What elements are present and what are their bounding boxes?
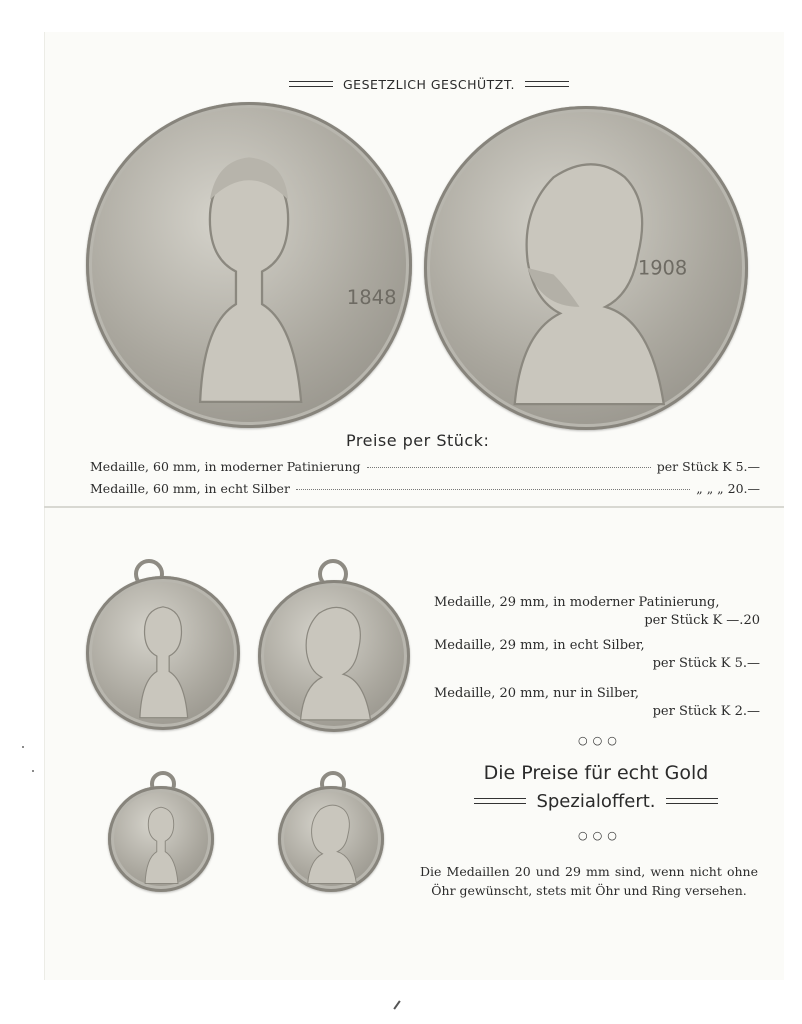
offer-item (434, 637, 760, 673)
special-rule-right (666, 798, 718, 804)
medal-20mm-old (278, 786, 384, 892)
old-portrait-relief (424, 106, 748, 430)
price-row (90, 459, 760, 475)
fold-line (44, 506, 784, 508)
ornament-divider: ○○○ (578, 829, 622, 842)
ornament-divider: ○○○ (578, 734, 622, 747)
special-offer-text: Spezialoffert. (536, 790, 656, 812)
svg-text:1848: 1848 (346, 286, 397, 310)
offer-item (434, 685, 760, 721)
medal-29mm-young (86, 576, 240, 730)
medal-large-young (86, 102, 412, 428)
young-portrait-relief (86, 576, 240, 730)
offer-price: per Stück K 2.— (652, 704, 760, 719)
offer-description: Medaille, 29 mm, in moderner Patinierung, (434, 595, 720, 610)
speck (22, 746, 24, 748)
medal-29mm-old (258, 580, 410, 732)
header-rule-left (289, 81, 333, 87)
young-portrait-relief (86, 102, 412, 428)
prices-title: Preise per Stück: (346, 431, 490, 450)
offer-description: Medaille, 20 mm, nur in Silber, (434, 686, 640, 701)
leader-dots (367, 467, 651, 468)
offer-price: per Stück K 5.— (652, 656, 760, 671)
offer-item (434, 594, 760, 630)
price-row (90, 481, 760, 497)
leader-dots (296, 489, 690, 490)
medal-20mm-young (108, 786, 214, 892)
note-text: Die Medaillen 20 und 29 mm sind, wenn nicht ohne Öhr gewünscht, stets mit Öhr und Ring versehen. (420, 864, 758, 898)
medal-large-old (424, 106, 748, 430)
offer-price: per Stück K —.20 (644, 613, 760, 628)
speck (32, 770, 34, 772)
header-rule-right (525, 81, 569, 87)
offer-description: Medaille, 29 mm, in echt Silber, (434, 638, 645, 653)
old-portrait-relief (278, 786, 384, 892)
price-row-label: Medaille, 60 mm, in echt Silber (90, 481, 290, 496)
price-row-value: per Stück K 5.— (656, 459, 760, 474)
price-row-value: „ „ „ 20.— (696, 481, 760, 496)
young-portrait-relief (108, 786, 214, 892)
header (258, 76, 600, 92)
header-title: GESETZLICH GESCHÜTZT. (343, 76, 515, 92)
price-row-label: Medaille, 60 mm, in moderner Patinierung (90, 459, 361, 474)
special-rule-left (474, 798, 526, 804)
special-offer-line (456, 790, 736, 812)
stray-mark (393, 1000, 400, 1009)
gold-title: Die Preise für echt Gold (483, 762, 709, 784)
svg-text:1908: 1908 (637, 256, 688, 280)
old-portrait-relief (258, 580, 410, 732)
